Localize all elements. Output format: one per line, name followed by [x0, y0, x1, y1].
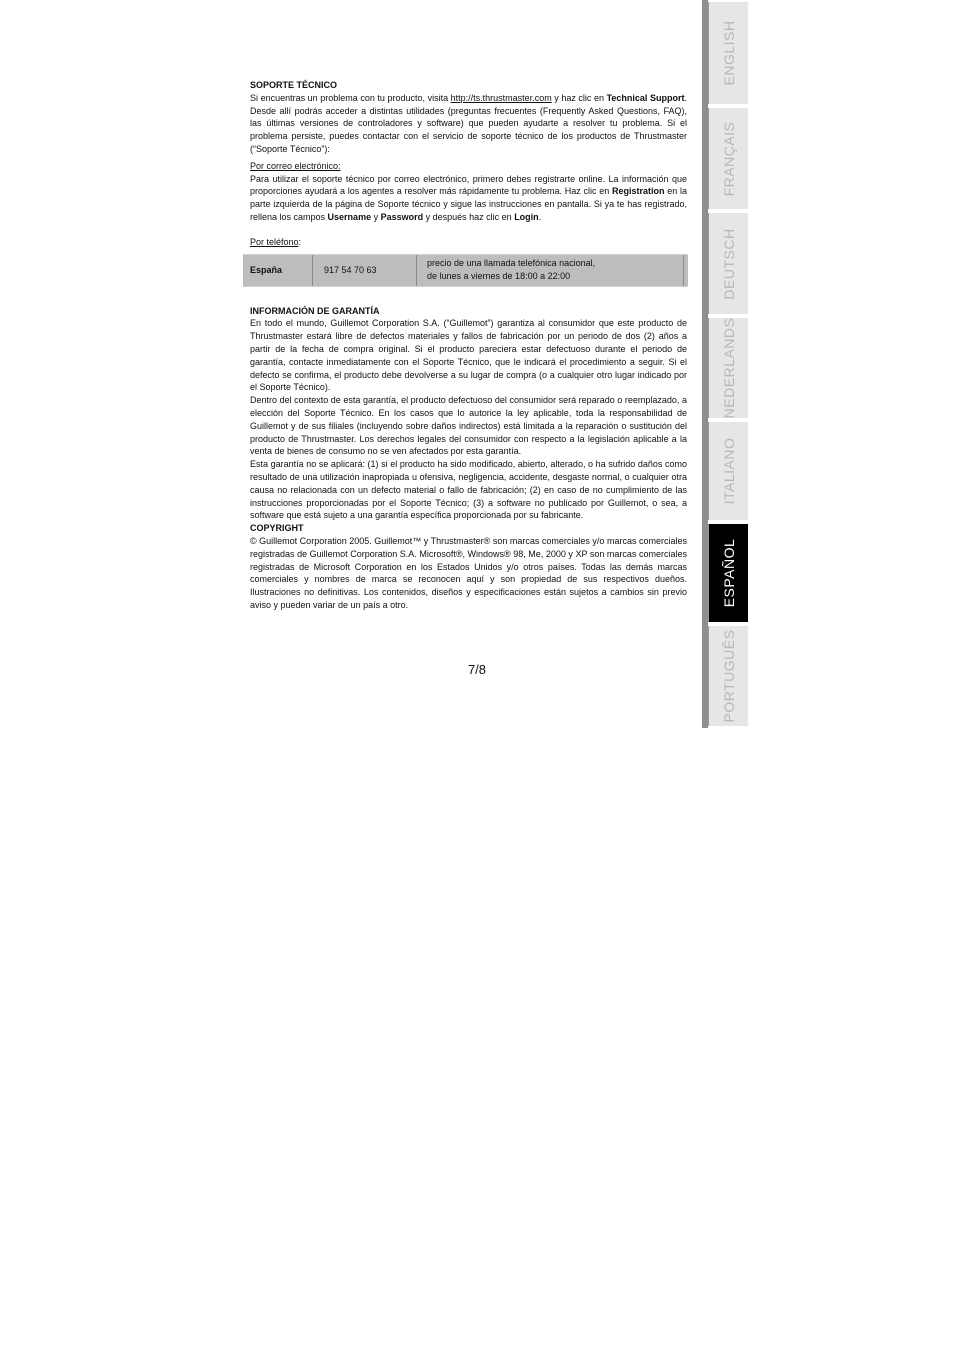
copyright-text: © Guillemot Corporation 2005. Guillemot™ y Thrustmaster® son marcas comerciales y/o marcas comerciales registradas de Guillemot Corporation S.A. Microsoft®, Windows® 98, Me, 2000 y XP son marcas comerciales registradas de Microsoft Corporation en los Estados Unidos y/o otros países. Todas las demás marcas comerciales y nombres de marca se reconocen aquí y son propiedad de sus respectivos dueños. Ilustraciones no definitivas. Los contenidos, diseños y especificaciones están sujetos a cambios sin previo aviso y pueden variar de un país a otro.: [250, 535, 687, 610]
tab-english[interactable]: ENGLISH: [708, 2, 748, 104]
phone-price: precio de una llamada telefónica nacional,: [427, 258, 596, 269]
phone-label: Por teléfono:: [250, 236, 302, 247]
tab-deutsch[interactable]: DEUTSCH: [708, 213, 748, 314]
warranty-paragraph-1: En todo el mundo, Guillemot Corporation S.A. (“Guillemot”) garantiza al consumidor que este producto de Thrustmaster estará libre de defectos materiales y fallos de fabricación por un periodo de dos (2) años a partir de la fecha de compra original. Si el producto pareciera estar defectuoso durante el periodo de garantía, contacte inmediatamente con el Soporte Técnico, que le indicará el procedimiento a seguir. Si el defecto se confirma, el producto debe devolverse a su lugar de compra (o a cualquier otro lugar indicado por el Soporte Técnico).: [250, 318, 687, 393]
warranty-paragraph-3: Esta garantía no se aplicará: (1) si el producto ha sido modificado, abierto, alterado, o ha sufrido daños como resultado de una utilización inapropiada u ofensiva, negligencia, accidente, desgaste normal, o cualquier otra causa no relacionada con un defecto material o fallo de fabricación; (2) en caso de no cumplimiento de las instrucciones proporcionadas por el Soporte Técnico; (3) a software no publicado por Guillemot, o sea, a software que está sujeto a una garantía específica proporcionada por su fabricante.: [250, 459, 687, 521]
copyright-heading: COPYRIGHT: [250, 523, 304, 534]
phone-hours-cell: [417, 255, 684, 286]
tab-espanol[interactable]: ESPAÑOL: [708, 524, 748, 622]
tab-portugues[interactable]: PORTUGUÊS: [708, 626, 748, 726]
phone-table: [243, 254, 688, 287]
support-heading: SOPORTE TÉCNICO: [250, 80, 338, 90]
tab-italiano[interactable]: ITALIANO: [708, 422, 748, 520]
phone-number: 917 54 70 63: [313, 255, 417, 286]
phone-hours: de lunes a viernes de 18:00 a 22:00: [427, 271, 571, 282]
document-body: [250, 79, 687, 612]
email-instructions: Para utilizar el soporte técnico por correo electrónico, primero debes registrarte online. La información que proporciones ayudará a los agentes a resolver más rápidamente tu problema. Haz clic en Registration en la parte izquierda de la página de Soporte técnico y sigue las instrucciones en pantalla. Si ya te has registrado, rellena los campos Username y Password y después haz clic en Login.: [250, 173, 687, 222]
support-link[interactable]: http://ts.thrustmaster.com: [450, 92, 552, 103]
language-tabs: [702, 0, 748, 728]
email-label: Por correo electrónico:: [250, 160, 341, 171]
tab-francais[interactable]: FRANÇAIS: [708, 108, 748, 209]
support-intro: Si encuentras un problema con tu producto, visita http://ts.thrustmaster.com y haz clic en Technical Support. Desde allí podrás acceder a distintas utilidades (preguntas frecuentes (Frequently Asked Questions, FAQ), las últimas versiones de controladores y software) que pueden ayudarte a resolver tu problema. Si el problema persiste, puedes contactar con el servicio de soporte técnico de los productos de Thrustmaster (“Soporte Técnico”):: [250, 92, 687, 154]
phone-country: España: [243, 255, 313, 286]
warranty-heading: INFORMACIÓN DE GARANTÍA: [250, 305, 380, 316]
tab-nederlands[interactable]: NEDERLANDS: [708, 318, 748, 418]
warranty-paragraph-2: Dentro del contexto de esta garantía, el producto defectuoso del consumidor será reparado o reemplazado, a elección del Soporte Técnico. En los casos que lo autorice la ley aplicable, toda la responsabilidad de Guillemot y de sus filiales (incluyendo sobre daños indirectos) está limitada a la reparación o sustitución del producto de Thrustmaster. Los derechos legales del consumidor con respecto a la legislación aplicable a la venta de bienes de consumo no se ven afectados por esta garantía.: [250, 395, 687, 457]
page-number: 7/8: [467, 662, 487, 677]
